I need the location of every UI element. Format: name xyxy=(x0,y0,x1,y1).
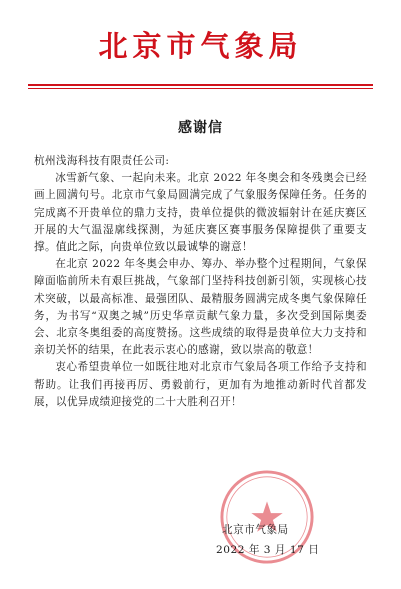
paragraph-1: 冰雪新气象、一起向未来。北京 2022 年冬奥会和冬残奥会已经画上圆满句号。北京市气象局圆满完成了气象服务保障任务。任务的完成离不开贵单位的鼎力支持，贵单位提供的微波辐射计在延庆赛区开展的大气温湿廓线探测，为延庆赛区赛事服务保障提供了重要支撑。值此之际，向贵单位致以最诚挚的谢意！ xyxy=(34,172,367,254)
signature-org: 北京市气象局 xyxy=(222,524,289,536)
paragraph-3: 衷心希望贵单位一如既往地对北京市气象局各项工作给予支持和帮助。让我们再接再厉、勇毅前行，更加有为地推动新时代首都发展，以优异成绩迎接党的二十大胜利召开！ xyxy=(34,361,367,408)
signature-date: 2022 年 3 月 17 日 xyxy=(216,544,320,556)
letter-body xyxy=(34,153,367,411)
letterhead-rule-thick xyxy=(28,84,373,86)
letterhead-org-name: 北京市气象局 xyxy=(98,29,303,63)
salutation: 杭州浅海科技有限责任公司: xyxy=(34,155,170,167)
letter-title: 感谢信 xyxy=(178,120,223,136)
paragraph-2: 在北京 2022 年冬奥会申办、筹办、举办整个过程期间，气象保障面临前所未有艰巨挑战，气象部门坚持科技创新引领，实现核心技术突破，以最高标准、最强团队、最精服务圆满完成冬奥气象保障任务，为书写“双奥之城”历史华章贡献气象力量，多次受到国际奥委会、北京冬奥组委的高度赞扬。这些成绩的取得是贵单位大力支持和亲切关怀的结果，在此表示衷心的感谢，致以崇高的敬意！ xyxy=(34,258,367,357)
letterhead-rule-thin xyxy=(28,88,373,89)
